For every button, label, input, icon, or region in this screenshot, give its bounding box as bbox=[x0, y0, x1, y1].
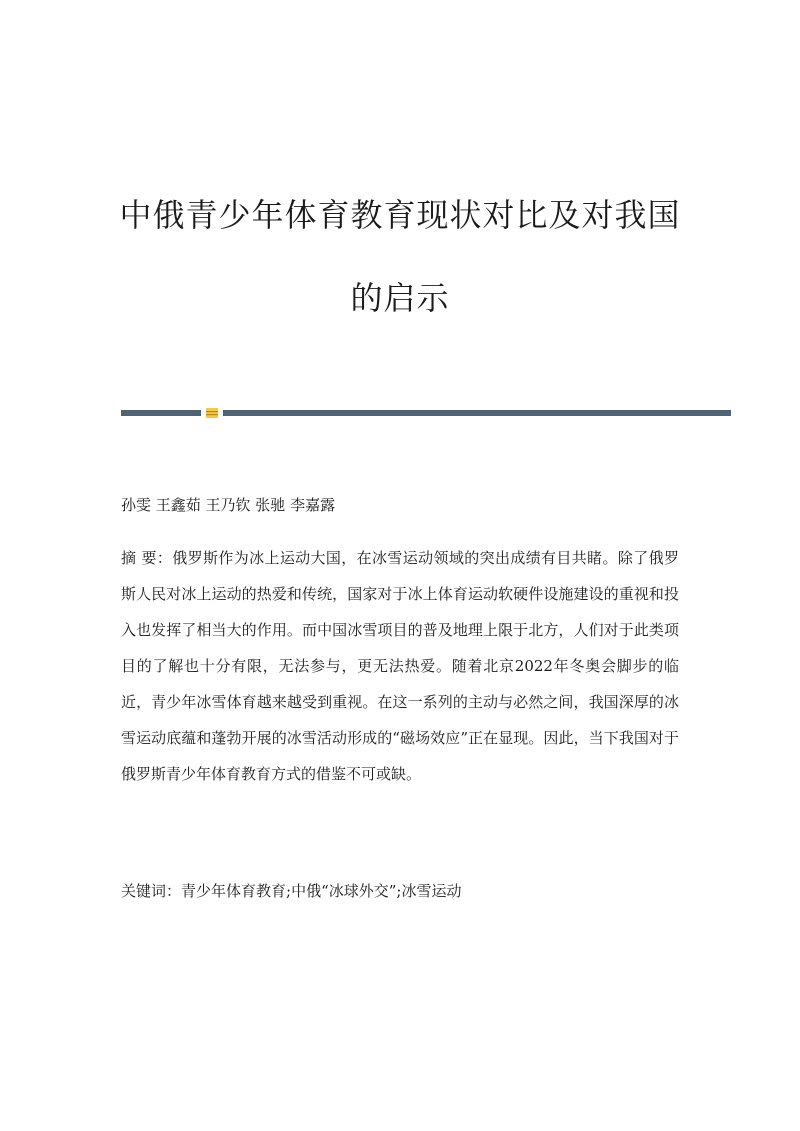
divider-bar-right bbox=[223, 410, 731, 416]
abstract-paragraph bbox=[121, 540, 679, 792]
abstract-text: 俄罗斯作为冰上运动大国，在冰雪运动领域的突出成绩有目共睹。除了俄罗斯人民对冰上运动的热爱和传统，国家对于冰上体育运动软硬件设施建设的重视和投入也发挥了相当大的作用。而中国冰雪项目的普及地理上限于北方，人们对于此类项目的了解也十分有限，无法参与，更无法热爱。随着北京2022年冬奥会脚步的临近，青少年冰雪体育越来越受到重视。在这一系列的主动与必然之间，我国深厚的冰雪运动底蕴和蓬勃开展的冰雪活动形成的“磁场效应”正在显现。因此，当下我国对于俄罗斯青少年体育教育方式的借鉴不可或缺。 bbox=[121, 549, 679, 783]
keywords-text: 青少年体育教育;中俄“冰球外交”;冰雪运动 bbox=[181, 882, 462, 900]
document-stack-icon bbox=[206, 408, 218, 418]
author-list: 孙雯 王鑫茹 王乃钦 张驰 李嘉露 bbox=[121, 496, 336, 514]
divider-bar-left bbox=[121, 410, 201, 416]
document-title-line-1: 中俄青少年体育教育现状对比及对我国 bbox=[119, 196, 681, 234]
title-divider bbox=[121, 408, 731, 418]
document-title-line-2: 的启示 bbox=[350, 279, 450, 317]
keywords-line bbox=[121, 880, 461, 901]
abstract-label: 摘 要： bbox=[121, 549, 173, 567]
keywords-label: 关键词： bbox=[121, 882, 182, 900]
